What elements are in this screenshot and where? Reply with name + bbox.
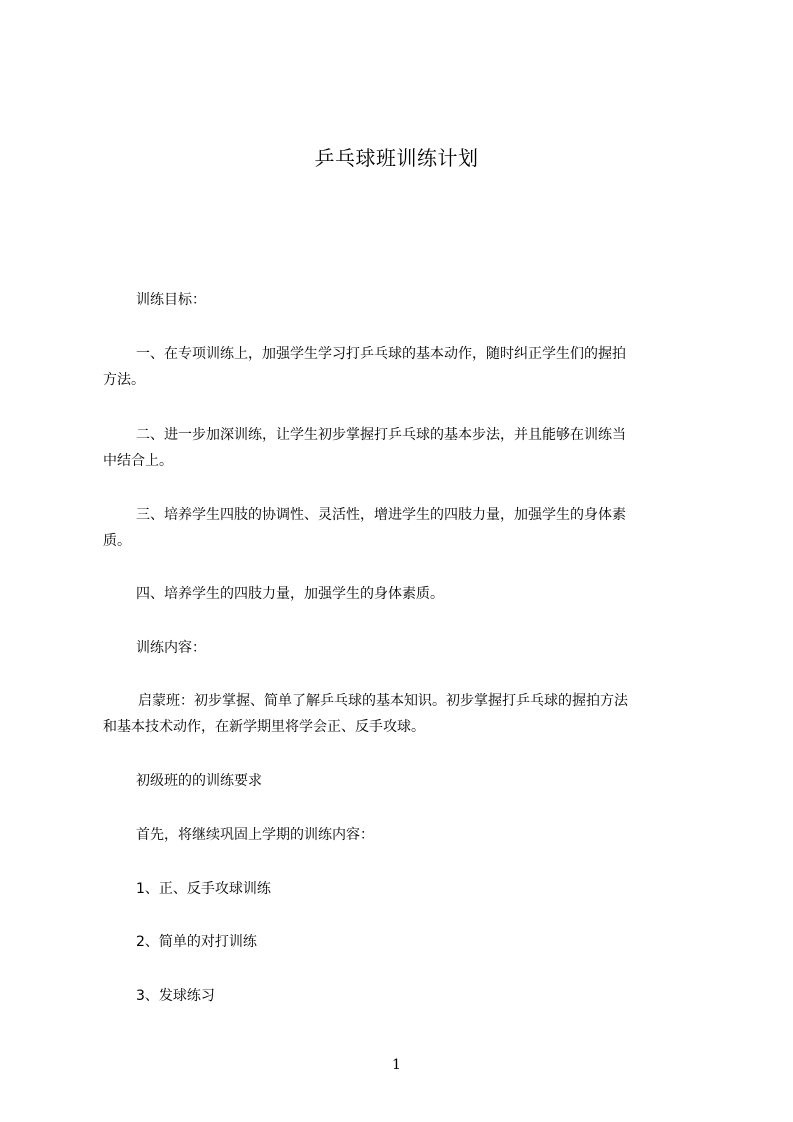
goal-paragraph-3 xyxy=(103,502,703,554)
page-number: 1 xyxy=(392,1057,401,1073)
goal-2-line-2: 中结合上。 xyxy=(103,453,173,469)
list-item-2-text: 2、简单的对打训练 xyxy=(136,934,257,950)
beginner-paragraph xyxy=(103,688,703,740)
goal-heading xyxy=(103,287,703,313)
content-heading-text: 训练内容： xyxy=(136,640,206,656)
list-item-2 xyxy=(103,929,703,955)
primary-heading-text: 初级班的的训练要求 xyxy=(136,773,262,789)
goal-2-line-1: 二、进一步加深训练，让学生初步掌握打乒乓球的基本步法，并且能够在训练当 xyxy=(136,427,626,443)
list-item-1 xyxy=(103,876,703,902)
list-item-3-text: 3、发球练习 xyxy=(136,988,215,1004)
goal-paragraph-4 xyxy=(103,581,703,607)
goal-1-line-2: 方法。 xyxy=(103,372,145,388)
beginner-line-2: 和基本技术动作，在新学期里将学会正、反手攻球。 xyxy=(103,719,425,735)
first-review-text: 首先，将继续巩固上学期的训练内容： xyxy=(136,827,374,843)
goal-paragraph-1 xyxy=(103,341,703,393)
goal-4-line-1: 四、培养学生的四肢力量，加强学生的身体素质。 xyxy=(136,586,444,602)
first-review-paragraph xyxy=(103,822,703,848)
primary-heading xyxy=(103,768,703,794)
list-item-3 xyxy=(103,983,703,1009)
list-item-1-text: 1、正、反手攻球训练 xyxy=(136,881,271,897)
document-title: 乒乓球班训练计划 xyxy=(314,146,479,170)
beginner-line-1: 启蒙班：初步掌握、简单了解乒乓球的基本知识。初步掌握打乒乓球的握拍方法 xyxy=(138,693,628,709)
goal-1-line-1: 一、在专项训练上，加强学生学习打乒乓球的基本动作，随时纠正学生们的握拍 xyxy=(136,346,626,362)
goal-3-line-2: 质。 xyxy=(103,533,131,549)
goal-paragraph-2 xyxy=(103,422,703,474)
content-heading xyxy=(103,635,703,661)
goal-heading-text: 训练目标： xyxy=(136,292,206,308)
goal-3-line-1: 三、培养学生四肢的协调性、灵活性，增进学生的四肢力量，加强学生的身体素 xyxy=(136,507,626,523)
